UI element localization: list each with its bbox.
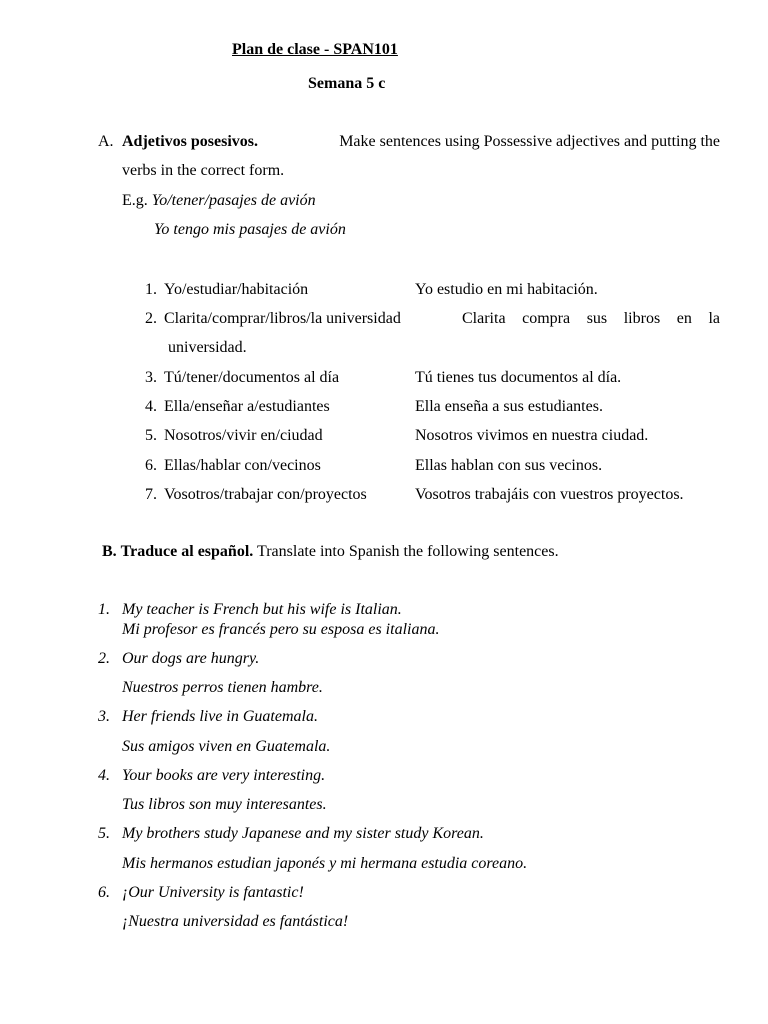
- section-b-instruction: Translate into Spanish the following sentences.: [257, 543, 559, 560]
- item-num: 6.: [98, 884, 110, 901]
- item-spanish: Sus amigos viven en Guatemala.: [122, 738, 331, 755]
- section-b-marker: B.: [102, 543, 117, 560]
- item-num: 5.: [145, 427, 157, 444]
- item-spanish: ¡Nuestra universidad es fantástica!: [122, 913, 349, 930]
- item-spanish: Nuestros perros tienen hambre.: [122, 679, 323, 696]
- item-prompt: Ella/enseñar a/estudiantes: [164, 398, 330, 415]
- item-english: My brothers study Japanese and my sister study Korean.: [122, 825, 484, 842]
- item-spanish: Mis hermanos estudian japonés y mi hermana estudia coreano.: [122, 855, 528, 872]
- answer-word: la: [708, 310, 720, 327]
- item-num: 2.: [98, 650, 110, 667]
- item-prompt: Yo/estudiar/habitación: [164, 281, 309, 298]
- section-b-intro: [102, 542, 559, 562]
- item-num: 2.: [145, 310, 157, 327]
- item-spanish: Tus libros son muy interesantes.: [122, 796, 327, 813]
- item-spanish: Mi profesor es francés pero su esposa es italiana.: [122, 621, 440, 638]
- item-answer: Nosotros vivimos en nuestra ciudad.: [415, 427, 649, 444]
- item-prompt: Ellas/hablar con/vecinos: [164, 457, 321, 474]
- section-a-instruction-1: Make sentences using Possessive adjectives and putting the: [339, 133, 720, 150]
- section-a-heading: Adjetivos posesivos.: [122, 133, 259, 150]
- item-num: 1.: [145, 281, 157, 298]
- section-a-marker: A.: [98, 133, 114, 150]
- item-num: 6.: [145, 457, 157, 474]
- item-num: 1.: [98, 601, 110, 618]
- item-num: 4.: [98, 767, 110, 784]
- item-answer: Ella enseña a sus estudiantes.: [415, 398, 603, 415]
- item-answer: Ellas hablan con sus vecinos.: [415, 457, 603, 474]
- section-b-heading: Traduce al español.: [120, 543, 254, 560]
- item-answer: Tú tienes tus documentos al día.: [415, 369, 622, 386]
- item-english: Her friends live in Guatemala.: [122, 708, 318, 725]
- example-prompt: Yo/tener/pasajes de avión: [151, 192, 316, 209]
- item-answer-continuation: universidad.: [168, 339, 247, 356]
- item-answer: Vosotros trabajáis con vuestros proyectos.: [415, 486, 684, 503]
- item-num: 3.: [145, 369, 157, 386]
- item-answer: Yo estudio en mi habitación.: [415, 281, 598, 298]
- example-prefix: E.g.: [122, 192, 148, 209]
- item-english: My teacher is French but his wife is Italian.: [122, 601, 402, 618]
- answer-word: en: [676, 310, 692, 327]
- item-prompt: Nosotros/vivir en/ciudad: [164, 427, 323, 444]
- item-english: Your books are very interesting.: [122, 767, 326, 784]
- item-num: 4.: [145, 398, 157, 415]
- page-subtitle: Semana 5 c: [308, 75, 386, 92]
- answer-word: sus: [586, 310, 608, 327]
- answer-word: compra: [522, 310, 571, 327]
- item-english: Our dogs are hungry.: [122, 650, 260, 667]
- answer-word: Clarita: [462, 310, 506, 327]
- item-english: ¡Our University is fantastic!: [122, 884, 304, 901]
- item-num: 3.: [98, 708, 110, 725]
- page-title: Plan de clase - SPAN101: [232, 41, 398, 58]
- item-prompt: Clarita/comprar/libros/la universidad: [164, 310, 401, 327]
- item-prompt: Tú/tener/documentos al día: [164, 369, 340, 386]
- answer-word: libros: [623, 310, 661, 327]
- item-num: 7.: [145, 486, 157, 503]
- example-answer: Yo tengo mis pasajes de avión: [154, 221, 346, 238]
- section-a-example: [122, 191, 316, 211]
- section-a-instruction-2: verbs in the correct form.: [122, 162, 285, 179]
- item-prompt: Vosotros/trabajar con/proyectos: [164, 486, 367, 503]
- section-a-intro-line-1: [122, 132, 720, 152]
- section-a-intro: [122, 132, 720, 152]
- item-num: 5.: [98, 825, 110, 842]
- item-answer: [462, 309, 720, 329]
